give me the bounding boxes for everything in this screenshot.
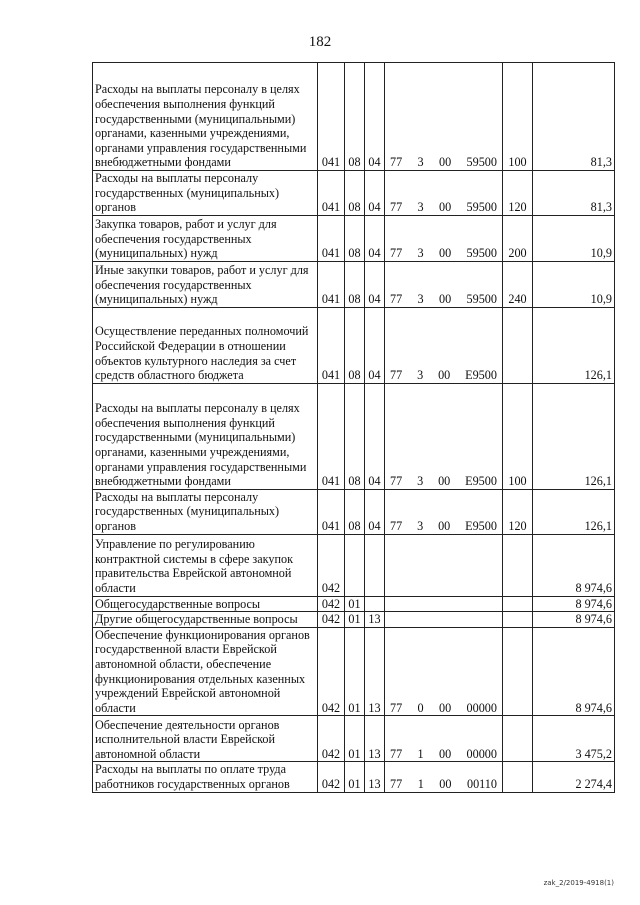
- main-activity-code: 00: [438, 700, 452, 715]
- direction-code: 00110: [466, 776, 497, 791]
- expense-name-cell: [93, 63, 318, 171]
- section-code: 08: [345, 171, 365, 216]
- main-activity-code: 00: [438, 246, 452, 261]
- subprogram-code: 0: [417, 700, 424, 715]
- expense-name-cell: [93, 171, 318, 216]
- target-article-code: [385, 489, 503, 534]
- section-code: 08: [345, 261, 365, 307]
- amount: 10,9: [533, 215, 615, 261]
- expense-name: Расходы на выплаты персоналу государственных (муниципальных) органов: [95, 489, 280, 533]
- table-row: [93, 627, 615, 716]
- target-article-code: [385, 171, 503, 216]
- subprogram-code: 1: [417, 746, 424, 761]
- target-article-code: [385, 627, 503, 716]
- table-row: [93, 716, 615, 762]
- subsection-code: 04: [365, 489, 385, 534]
- expense-name-cell: [93, 762, 318, 792]
- subsection-code: 04: [365, 383, 385, 489]
- amount: 2 274,4: [533, 762, 615, 792]
- target-article-code: [385, 716, 503, 762]
- expense-name-cell: [93, 489, 318, 534]
- amount: 8 974,6: [533, 627, 615, 716]
- table-row: [93, 762, 615, 792]
- program-code: 77: [390, 200, 403, 215]
- subsection-code: 04: [365, 261, 385, 307]
- subsection-code: [365, 534, 385, 596]
- main-activity-code: 00: [439, 776, 452, 791]
- expense-type-code: [503, 762, 533, 792]
- expense-type-code: [503, 716, 533, 762]
- grbs-code: 042: [318, 627, 345, 716]
- main-activity-code: 00: [438, 518, 451, 533]
- target-article-code: [385, 383, 503, 489]
- subprogram-code: 3: [417, 155, 424, 170]
- expense-name: Управление по регулированию контрактной системы в сфере закупок правительства Еврейской автономной области: [95, 537, 294, 595]
- direction-code: E9500: [465, 474, 497, 489]
- direction-code: E9500: [465, 518, 497, 533]
- program-code: 77: [390, 368, 403, 383]
- budget-table: [92, 62, 615, 793]
- amount: 3 475,2: [533, 716, 615, 762]
- direction-code: 00000: [466, 700, 497, 715]
- subprogram-code: 3: [417, 518, 424, 533]
- expense-name: Обеспечение функционирования органов государственной власти Еврейской автономной области, обеспечение функционирования отдельных казенных учреждений Еврейской автономной области: [95, 627, 310, 715]
- table-row: [93, 215, 615, 261]
- expense-name: Обеспечение деятельности органов исполнительной власти Еврейской автономной области: [95, 717, 280, 761]
- subprogram-code: 3: [417, 292, 424, 307]
- table-row: [93, 596, 615, 612]
- grbs-code: 041: [318, 63, 345, 171]
- main-activity-code: 00: [438, 746, 452, 761]
- expense-name: Осуществление переданных полномочий Российской Федерации в отношении объектов культурного наследия за счет средств областного бюджета: [95, 324, 309, 383]
- amount: 126,1: [533, 307, 615, 383]
- expense-name: Расходы на выплаты персоналу в целях обеспечения выполнения функций государственными (муниципальными) органами, казенными учреждениями, органами управления государственными внебюджетными фондами: [95, 401, 307, 489]
- expense-name: Расходы на выплаты персоналу государственных (муниципальных) органов: [95, 171, 280, 215]
- expense-name-cell: [93, 307, 318, 383]
- amount: 10,9: [533, 261, 615, 307]
- expense-name: Расходы на выплаты персоналу в целях обеспечения выполнения функций государственными (муниципальными) органами, казенными учреждениями, органами управления государственными внебюджетными фондами: [95, 82, 307, 170]
- expense-type-code: [503, 307, 533, 383]
- direction-code: 59500: [466, 292, 497, 307]
- amount: 8 974,6: [533, 612, 615, 628]
- subsection-code: 04: [365, 171, 385, 216]
- expense-name: Общегосударственные вопросы: [95, 596, 261, 611]
- direction-code: 59500: [466, 246, 497, 261]
- main-activity-code: 00: [438, 474, 451, 489]
- target-article-code: [385, 762, 503, 792]
- program-code: 77: [390, 700, 403, 715]
- grbs-code: 041: [318, 171, 345, 216]
- program-code: 77: [390, 518, 403, 533]
- target-article-code: [385, 612, 503, 628]
- grbs-code: 042: [318, 716, 345, 762]
- subsection-code: 04: [365, 307, 385, 383]
- grbs-code: 042: [318, 612, 345, 628]
- grbs-code: 041: [318, 489, 345, 534]
- subprogram-code: 1: [417, 776, 424, 791]
- subsection-code: 13: [365, 716, 385, 762]
- expense-name: Расходы на выплаты по оплате труда работников государственных органов: [95, 762, 290, 791]
- target-article-code: [385, 307, 503, 383]
- direction-code: E9500: [465, 368, 497, 383]
- section-code: 01: [345, 762, 365, 792]
- section-code: 01: [345, 612, 365, 628]
- table-row: [93, 383, 615, 489]
- subprogram-code: 3: [417, 200, 424, 215]
- program-code: 77: [390, 746, 403, 761]
- expense-type-code: 100: [503, 383, 533, 489]
- section-code: 08: [345, 307, 365, 383]
- section-code: 08: [345, 383, 365, 489]
- expense-name-cell: [93, 261, 318, 307]
- grbs-code: 042: [318, 762, 345, 792]
- expense-name-cell: [93, 627, 318, 716]
- main-activity-code: 00: [438, 292, 452, 307]
- expense-type-code: 120: [503, 171, 533, 216]
- section-code: 01: [345, 596, 365, 612]
- expense-name-cell: [93, 215, 318, 261]
- direction-code: 59500: [466, 200, 497, 215]
- expense-type-code: [503, 596, 533, 612]
- expense-type-code: [503, 612, 533, 628]
- subsection-code: 13: [365, 612, 385, 628]
- program-code: 77: [390, 776, 403, 791]
- target-article-code: [385, 596, 503, 612]
- section-code: 08: [345, 215, 365, 261]
- expense-type-code: [503, 627, 533, 716]
- main-activity-code: 00: [438, 200, 452, 215]
- subprogram-code: 3: [417, 246, 424, 261]
- amount: 81,3: [533, 171, 615, 216]
- grbs-code: 041: [318, 215, 345, 261]
- subprogram-code: 3: [417, 368, 424, 383]
- main-activity-code: 00: [438, 368, 451, 383]
- amount: 126,1: [533, 489, 615, 534]
- grbs-code: 041: [318, 307, 345, 383]
- subsection-code: 04: [365, 63, 385, 171]
- expense-name: Иные закупки товаров, работ и услуг для обеспечения государственных (муниципальных) нужд: [95, 263, 309, 307]
- section-code: 08: [345, 63, 365, 171]
- document-code: zak_2/2019-4918(1): [543, 879, 614, 887]
- expense-type-code: 200: [503, 215, 533, 261]
- grbs-code: 041: [318, 383, 345, 489]
- expense-name: Закупка товаров, работ и услуг для обеспечения государственных (муниципальных) нужд: [95, 217, 277, 261]
- table-row: [93, 63, 615, 171]
- expense-name-cell: [93, 534, 318, 596]
- amount: 81,3: [533, 63, 615, 171]
- table-row: [93, 489, 615, 534]
- table-row: [93, 534, 615, 596]
- expense-name-cell: [93, 716, 318, 762]
- program-code: 77: [390, 246, 403, 261]
- section-code: 01: [345, 716, 365, 762]
- expense-type-code: 120: [503, 489, 533, 534]
- expense-name-cell: [93, 383, 318, 489]
- amount: 8 974,6: [533, 596, 615, 612]
- amount: 8 974,6: [533, 534, 615, 596]
- subsection-code: [365, 596, 385, 612]
- program-code: 77: [390, 292, 403, 307]
- target-article-code: [385, 63, 503, 171]
- section-code: 08: [345, 489, 365, 534]
- subsection-code: 04: [365, 215, 385, 261]
- expense-type-code: 100: [503, 63, 533, 171]
- grbs-code: 042: [318, 534, 345, 596]
- program-code: 77: [390, 155, 403, 170]
- expense-name: Другие общегосударственные вопросы: [95, 612, 298, 627]
- table-row: [93, 307, 615, 383]
- target-article-code: [385, 261, 503, 307]
- direction-code: 59500: [466, 155, 497, 170]
- table-row: [93, 261, 615, 307]
- expense-name-cell: [93, 596, 318, 612]
- target-article-code: [385, 215, 503, 261]
- grbs-code: 042: [318, 596, 345, 612]
- page-number: 182: [308, 34, 332, 50]
- program-code: 77: [390, 474, 403, 489]
- table-row: [93, 612, 615, 628]
- direction-code: 00000: [466, 746, 497, 761]
- table-row: [93, 171, 615, 216]
- section-code: 01: [345, 627, 365, 716]
- subprogram-code: 3: [417, 474, 424, 489]
- main-activity-code: 00: [438, 155, 452, 170]
- expense-type-code: 240: [503, 261, 533, 307]
- subsection-code: 13: [365, 627, 385, 716]
- subsection-code: 13: [365, 762, 385, 792]
- expense-name-cell: [93, 612, 318, 628]
- expense-type-code: [503, 534, 533, 596]
- target-article-code: [385, 534, 503, 596]
- amount: 126,1: [533, 383, 615, 489]
- grbs-code: 041: [318, 261, 345, 307]
- section-code: [345, 534, 365, 596]
